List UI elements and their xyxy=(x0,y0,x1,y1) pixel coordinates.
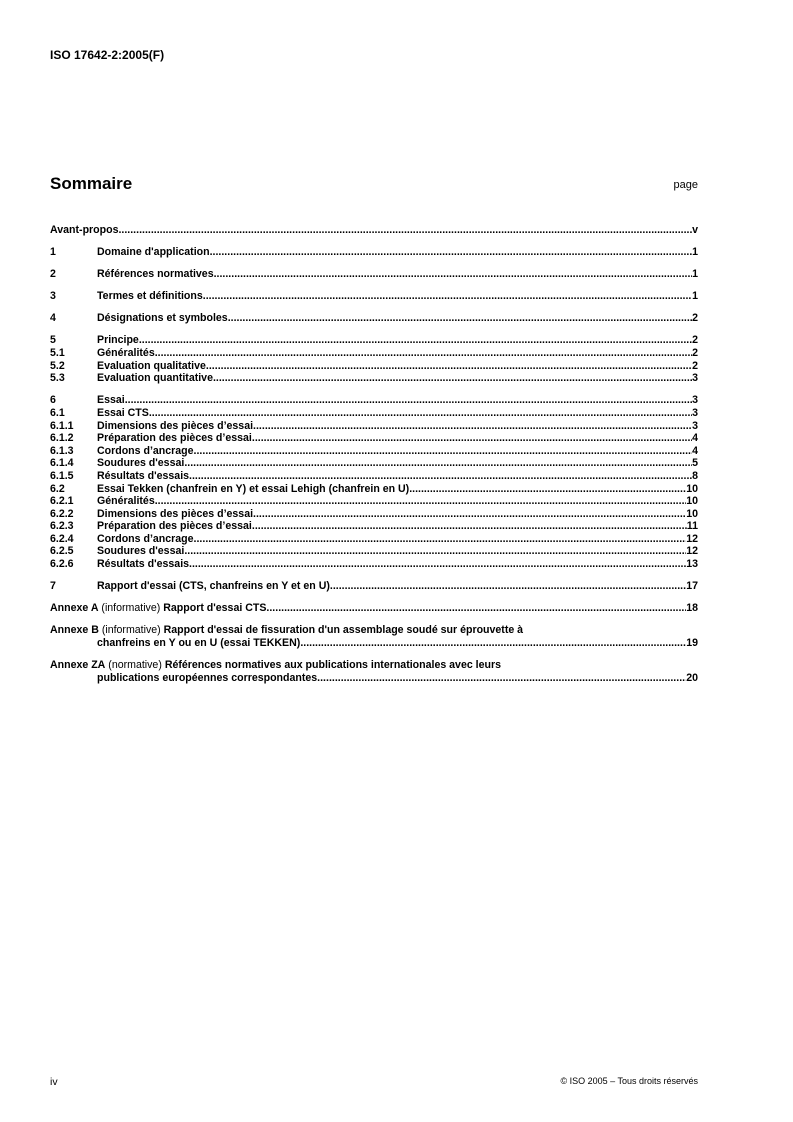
toc-entry-number: 6.1.5 xyxy=(50,469,74,482)
toc-entry-title: Evaluation qualitative xyxy=(97,359,206,372)
dot-leader xyxy=(189,470,692,483)
toc-entry-title: Rapport d'essai (CTS, chanfreins en Y et en U) xyxy=(97,580,330,593)
toc-entry-number: 3 xyxy=(50,290,56,303)
toc-entry[interactable] xyxy=(50,545,698,558)
toc-entry[interactable] xyxy=(50,394,698,407)
dot-leader xyxy=(203,290,692,303)
toc-entry-page: 18 xyxy=(686,602,698,615)
dot-leader xyxy=(194,533,687,546)
toc-entry[interactable] xyxy=(50,290,698,303)
dot-leader xyxy=(184,457,692,470)
toc-entry[interactable] xyxy=(50,360,698,373)
toc-entry-number: 6.1.1 xyxy=(50,419,74,432)
footer-page-number: iv xyxy=(50,1076,58,1088)
dot-leader xyxy=(149,407,692,420)
annex-type: (normative) xyxy=(105,659,165,672)
toc-entry-title: Evaluation quantitative xyxy=(97,372,213,385)
table-of-contents xyxy=(50,224,698,684)
toc-entry-page: 4 xyxy=(692,432,698,445)
toc-entry[interactable] xyxy=(50,420,698,433)
dot-leader xyxy=(210,246,693,259)
toc-entry-page: 3 xyxy=(692,406,698,419)
toc-entry-number: 5 xyxy=(50,334,56,347)
toc-entry-page: 19 xyxy=(686,636,698,649)
toc-entry-page: 20 xyxy=(686,671,698,684)
toc-entry-title: Dimensions des pièces d’essai xyxy=(97,507,254,520)
toc-annex-entry[interactable] xyxy=(50,624,698,649)
dot-leader xyxy=(252,520,687,533)
toc-annex-entry[interactable] xyxy=(50,602,698,615)
footer-copyright: © ISO 2005 – Tous droits réservés xyxy=(560,1076,698,1086)
annex-title: Références normatives aux publications internationales avec leurs xyxy=(164,659,501,672)
annex-type: (informative) xyxy=(98,624,164,637)
toc-entry[interactable] xyxy=(50,520,698,533)
dot-leader xyxy=(213,372,692,385)
toc-entry-number: 5.2 xyxy=(50,359,65,372)
toc-entry-title: Résultats d'essais xyxy=(97,558,190,571)
annex-title-continued: chanfreins en Y ou en U (essai TEKKEN) xyxy=(97,636,301,649)
toc-entry-title: Cordons d’ancrage xyxy=(97,532,194,545)
annex-label: Annexe A xyxy=(50,602,99,615)
dot-leader xyxy=(252,432,692,445)
toc-entry-number: 4 xyxy=(50,312,56,325)
toc-entry[interactable] xyxy=(50,312,698,325)
toc-entry-number: 6.1.4 xyxy=(50,457,74,470)
toc-entry-page: 3 xyxy=(692,394,698,407)
dot-leader xyxy=(155,347,692,360)
toc-entry-page: 2 xyxy=(692,334,698,347)
toc-entry-page: v xyxy=(692,224,698,236)
dot-leader xyxy=(330,580,686,593)
toc-entry[interactable] xyxy=(50,224,698,237)
toc-entry[interactable] xyxy=(50,580,698,593)
toc-entry-page: 12 xyxy=(686,532,698,545)
toc-entry-number: 6.1 xyxy=(50,406,65,419)
toc-entry-page: 8 xyxy=(692,469,698,482)
toc-entry-number: 1 xyxy=(50,246,56,259)
document-id: ISO 17642-2:2005(F) xyxy=(50,48,165,62)
toc-entry-title: Préparation des pièces d’essai xyxy=(97,432,252,445)
toc-entry-number: 6.2 xyxy=(50,482,65,495)
dot-leader xyxy=(189,558,686,571)
toc-entry[interactable] xyxy=(50,508,698,521)
toc-entry-title: Désignations et symboles xyxy=(97,312,228,325)
annex-title-continued: publications européennes correspondantes xyxy=(97,671,318,684)
toc-entry-number: 6.2.3 xyxy=(50,520,74,533)
toc-entry[interactable] xyxy=(50,445,698,458)
toc-entry-number: 6.2.1 xyxy=(50,495,74,508)
toc-entry-number: 6 xyxy=(50,394,56,407)
toc-entry[interactable] xyxy=(50,268,698,281)
toc-entry-number: 2 xyxy=(50,268,56,281)
toc-entry-page: 10 xyxy=(686,482,698,495)
toc-entry[interactable] xyxy=(50,347,698,360)
toc-entry[interactable] xyxy=(50,407,698,420)
toc-entry-number: 6.2.5 xyxy=(50,545,74,558)
toc-entry-number: 6.1.3 xyxy=(50,444,74,457)
dot-leader xyxy=(194,445,693,458)
toc-entry-title: Termes et définitions xyxy=(97,290,203,303)
dot-leader xyxy=(125,394,692,407)
dot-leader xyxy=(317,672,686,685)
toc-entry-title: Cordons d’ancrage xyxy=(97,444,194,457)
toc-entry[interactable] xyxy=(50,533,698,546)
toc-entry[interactable] xyxy=(50,483,698,496)
toc-entry-title: Références normatives xyxy=(97,268,214,281)
dot-leader xyxy=(139,334,692,347)
dot-leader xyxy=(206,360,692,373)
toc-entry-page: 13 xyxy=(686,558,698,571)
toc-entry[interactable] xyxy=(50,457,698,470)
toc-title: Sommaire xyxy=(50,174,133,193)
annex-label: Annexe ZA xyxy=(50,659,106,672)
toc-entry[interactable] xyxy=(50,372,698,385)
toc-entry-number: 5.3 xyxy=(50,372,65,385)
toc-entry-page: 10 xyxy=(686,507,698,520)
toc-entry-page: 5 xyxy=(692,457,698,470)
dot-leader xyxy=(118,224,692,237)
dot-leader xyxy=(228,312,692,325)
toc-entry-title: Généralités xyxy=(97,495,155,508)
toc-entry-page: 10 xyxy=(686,495,698,508)
dot-leader xyxy=(214,268,693,281)
annex-type: (informative) xyxy=(98,602,164,615)
toc-entry-page: 11 xyxy=(686,520,698,533)
toc-entry-page: 2 xyxy=(692,347,698,360)
dot-leader xyxy=(155,495,686,508)
toc-entry-title: Résultats d'essais xyxy=(97,469,190,482)
toc-entry-number: 6.1.2 xyxy=(50,432,74,445)
toc-entry-page: 2 xyxy=(692,312,698,325)
dot-leader xyxy=(266,602,686,615)
toc-entry-title: Principe xyxy=(97,334,139,347)
toc-entry-title: Essai xyxy=(97,394,125,407)
toc-entry-title: Soudures d'essai xyxy=(97,457,185,470)
toc-entry[interactable] xyxy=(50,558,698,571)
toc-entry-page: 3 xyxy=(692,419,698,432)
toc-entry[interactable] xyxy=(50,334,698,347)
toc-entry-title: Préparation des pièces d’essai xyxy=(97,520,252,533)
toc-entry[interactable] xyxy=(50,495,698,508)
toc-entry-number: 7 xyxy=(50,580,56,593)
toc-entry[interactable] xyxy=(50,470,698,483)
toc-entry-title: Essai CTS xyxy=(97,406,149,419)
toc-annex-entry[interactable] xyxy=(50,659,698,684)
annex-title: Rapport d'essai CTS xyxy=(163,602,267,615)
toc-entry-page: 1 xyxy=(692,268,698,281)
toc-entry-page: 1 xyxy=(692,246,698,259)
dot-leader xyxy=(253,420,692,433)
toc-heading-row xyxy=(50,174,698,196)
toc-entry-title: Soudures d'essai xyxy=(97,545,185,558)
annex-label: Annexe B xyxy=(50,624,99,637)
dot-leader xyxy=(253,508,686,521)
dot-leader xyxy=(300,637,686,650)
annex-title: Rapport d'essai de fissuration d'un assemblage soudé sur éprouvette à xyxy=(163,624,524,637)
toc-entry-page: 12 xyxy=(686,545,698,558)
toc-entry-page: 3 xyxy=(692,372,698,385)
toc-entry[interactable] xyxy=(50,432,698,445)
toc-entry-title: Généralités xyxy=(97,347,155,360)
toc-entry-number: 6.2.4 xyxy=(50,532,74,545)
toc-entry-title: Essai Tekken (chanfrein en Y) et essai Lehigh (chanfrein en U) xyxy=(97,482,410,495)
toc-entry[interactable] xyxy=(50,246,698,259)
toc-entry-number: 5.1 xyxy=(50,347,65,360)
toc-entry-page: 4 xyxy=(692,444,698,457)
toc-entry-number: 6.2.2 xyxy=(50,507,74,520)
toc-entry-page: 2 xyxy=(692,359,698,372)
toc-entry-title: Dimensions des pièces d’essai xyxy=(97,419,254,432)
page-column-label: page xyxy=(673,179,698,191)
toc-entry-page: 1 xyxy=(692,290,698,303)
toc-entry-title: Avant-propos xyxy=(50,224,119,236)
toc-entry-number: 6.2.6 xyxy=(50,558,74,571)
toc-entry-page: 17 xyxy=(686,580,698,593)
dot-leader xyxy=(409,483,686,496)
dot-leader xyxy=(184,545,686,558)
toc-entry-title: Domaine d'application xyxy=(97,246,210,259)
